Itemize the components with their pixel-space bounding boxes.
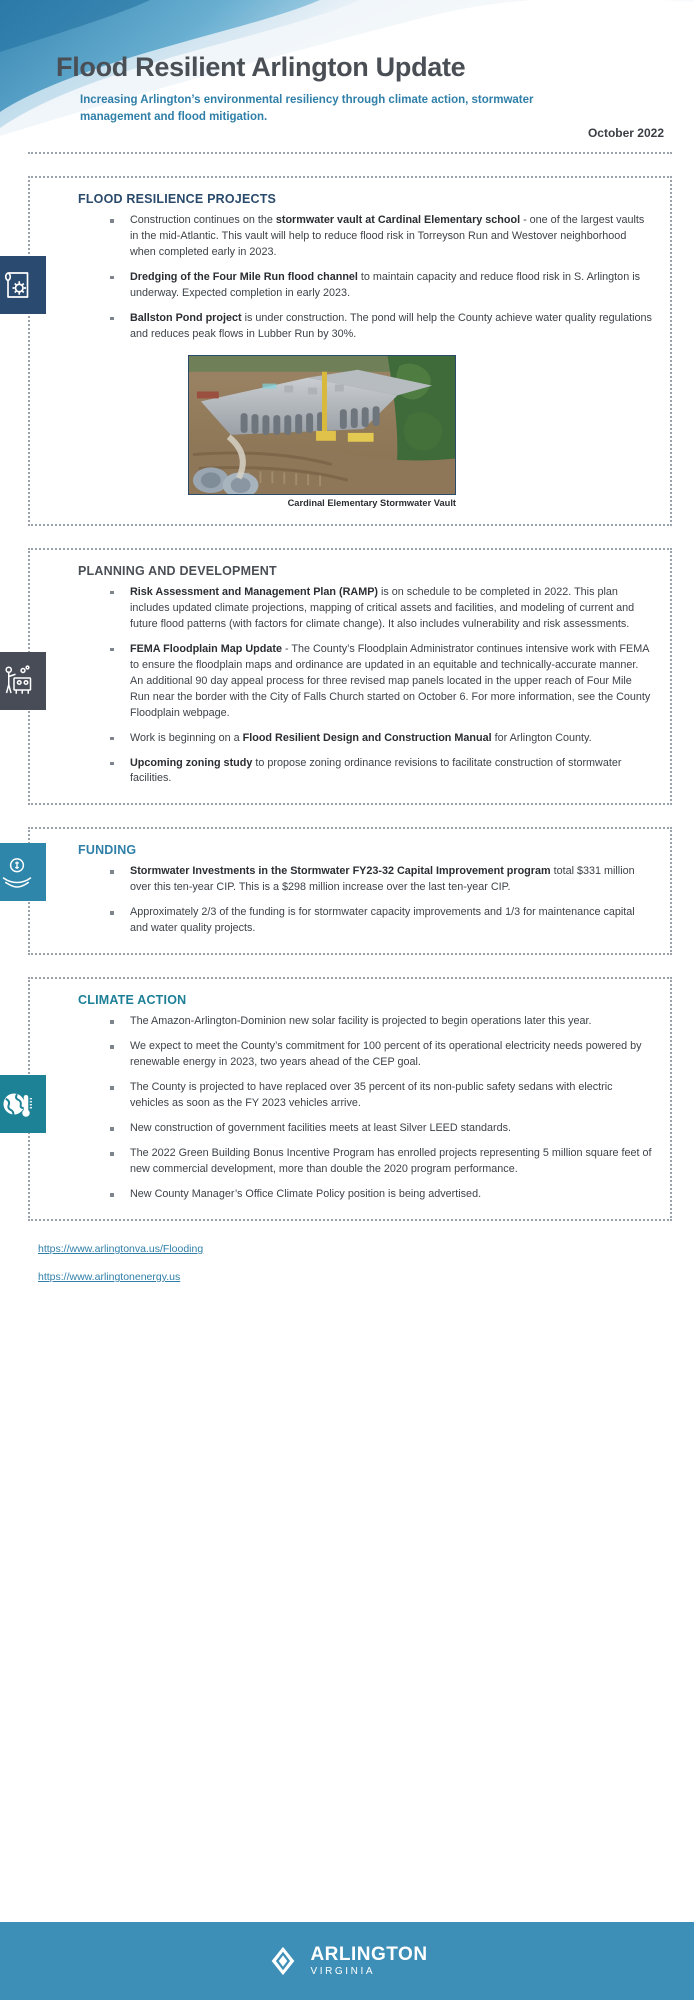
blueprint-gear-icon-badge: [0, 256, 46, 314]
issue-date: October 2022: [587, 126, 664, 140]
stormwater-vault-photo: [188, 355, 456, 495]
list-item: [106, 213, 652, 261]
blueprint-gear-icon: [0, 267, 35, 303]
page-subtitle: Increasing Arlington’s environmental resiliency through climate action, stormwater management and flood mitigation.: [80, 94, 534, 123]
section-funding: [28, 827, 672, 955]
footer-state: VIRGINIA: [310, 1966, 376, 1977]
bullet-emphasis: Flood Resilient Design and Construction Manual: [242, 731, 492, 744]
list-item: [106, 756, 652, 788]
bullet-emphasis: Ballston Pond project: [130, 311, 242, 324]
page-footer: [0, 1922, 694, 2000]
section-planning-and-development: [28, 548, 672, 806]
bullet-lead: Work is beginning on a: [130, 731, 243, 744]
list-item: [106, 1039, 652, 1071]
header-divider: [28, 152, 672, 154]
bullet-rest: is under construction. The pond will help the County achieve water quality regulations and reduces peak flows in Lubber Run by 30%.: [130, 311, 652, 340]
globe-thermometer-icon-badge: [0, 1075, 46, 1133]
list-item: [106, 905, 652, 937]
hand-dollar-icon: [0, 854, 35, 890]
resource-links: [38, 1243, 694, 1283]
bullet-list: [106, 864, 652, 937]
bullet-lead: The Amazon-Arlington-Dominion new solar facility is projected to begin operations later this year.: [130, 1015, 592, 1028]
list-item: [106, 864, 652, 896]
list-item: [106, 642, 652, 722]
presenter-board-icon-badge: [0, 652, 46, 710]
section-climate-action: [28, 977, 672, 1221]
list-item: [106, 1187, 652, 1203]
bullet-lead: Construction continues on the: [130, 214, 276, 226]
list-item: [106, 1080, 652, 1112]
bullet-emphasis: Stormwater Investments in the Stormwater FY23-32 Capital Improvement program: [130, 865, 551, 878]
bullet-lead: The 2022 Green Building Bonus Incentive Program has enrolled projects representing 5 million square feet of new commercial development, more than double the 2020 program performance.: [130, 1147, 652, 1176]
bullet-lead: New County Manager’s Office Climate Policy position is being advertised.: [130, 1188, 482, 1201]
footer-org-name: ARLINGTON: [310, 1944, 428, 1965]
bullet-lead: Approximately 2/3 of the funding is for stormwater capacity improvements and 1/3 for maintenance capital and water quality projects.: [130, 906, 635, 935]
link-flooding[interactable]: https://www.arlingtonva.us/Flooding: [38, 1243, 204, 1256]
bullet-rest: total $331 million over this ten-year CIP. This is a $298 million increase over the last ten-year CIP.: [130, 865, 635, 894]
section-title: CLIMATE ACTION: [78, 993, 187, 1008]
section-title: FUNDING: [78, 843, 137, 858]
page-header: [0, 0, 694, 158]
list-item: [106, 270, 652, 302]
bullet-emphasis: Upcoming zoning study: [130, 756, 253, 769]
page-title: Flood Resilient Arlington Update: [56, 52, 466, 82]
bullet-list: [106, 1014, 652, 1203]
bullet-rest: to propose zoning ordinance revisions to facilitate construction of stormwater facilities.: [130, 756, 622, 785]
list-item: [106, 731, 652, 747]
bullet-emphasis: FEMA Floodplain Map Update: [130, 642, 282, 655]
list-item: [106, 1014, 652, 1030]
footer-wordmark: [310, 1945, 427, 1977]
bullet-emphasis: stormwater vault at Cardinal Elementary school: [275, 214, 521, 226]
bullet-rest: - one of the largest vaults in the mid-Atlantic. This vault will help to reduce flood risk in Torreyson Run and Westover neighborhood when completed early in 2023.: [130, 214, 645, 258]
photo-caption: Cardinal Elementary Stormwater Vault: [287, 497, 456, 508]
section-title: PLANNING AND DEVELOPMENT: [78, 563, 277, 578]
link-arlington-energy[interactable]: https://www.arlingtonenergy.us: [38, 1271, 181, 1284]
bullet-rest: is on schedule to be completed in 2022. This plan includes updated climate projections, mapping of critical assets and facilities, and modeling of current and future flood patterns (with factors for climate change). It also includes vulnerability and risk assessments.: [130, 585, 635, 630]
bullet-list: [106, 585, 652, 788]
hand-dollar-icon-badge: [0, 843, 46, 901]
globe-thermometer-icon: [0, 1086, 35, 1122]
list-item: [106, 585, 652, 633]
photo-figure: [188, 355, 456, 508]
list-item: [106, 1121, 652, 1137]
arlington-seal-icon: [266, 1944, 300, 1978]
bullet-rest: - The County’s Floodplain Administrator continues intensive work with FEMA to ensure the floodplain maps and ordinance are updated in an equitable and technically-accurate manner. An additional 90 day appeal process for three revised map panels located in the upper reach of Four Mile Run near the border with the City of Falls Church started on October 6. For more information, see the County Floodplain webpage.: [130, 642, 651, 719]
list-item: [106, 311, 652, 343]
bullet-lead: We expect to meet the County’s commitment for 100 percent of its operational electricity needs powered by renewable energy in 2023, two years ahead of the CEP goal.: [130, 1040, 642, 1069]
presenter-board-icon: [0, 663, 35, 699]
section-flood-resilience-projects: [28, 176, 672, 526]
bullet-list: [106, 213, 652, 343]
bullet-lead: New construction of government facilities meets at least Silver LEED standards.: [130, 1122, 512, 1135]
bullet-rest: for Arlington County.: [491, 731, 592, 744]
list-item: [106, 1146, 652, 1178]
bullet-rest: to maintain capacity and reduce flood risk in S. Arlington is underway. Expected completion in early 2023.: [130, 270, 640, 299]
section-title: FLOOD RESILIENCE PROJECTS: [78, 192, 277, 206]
bullet-emphasis: Dredging of the Four Mile Run flood channel: [130, 270, 358, 283]
bullet-emphasis: Risk Assessment and Management Plan (RAMP): [130, 585, 378, 598]
bullet-lead: The County is projected to have replaced over 35 percent of its non-public safety sedans with electric vehicles as soon as the FY 2023 vehicles arrive.: [130, 1081, 613, 1110]
